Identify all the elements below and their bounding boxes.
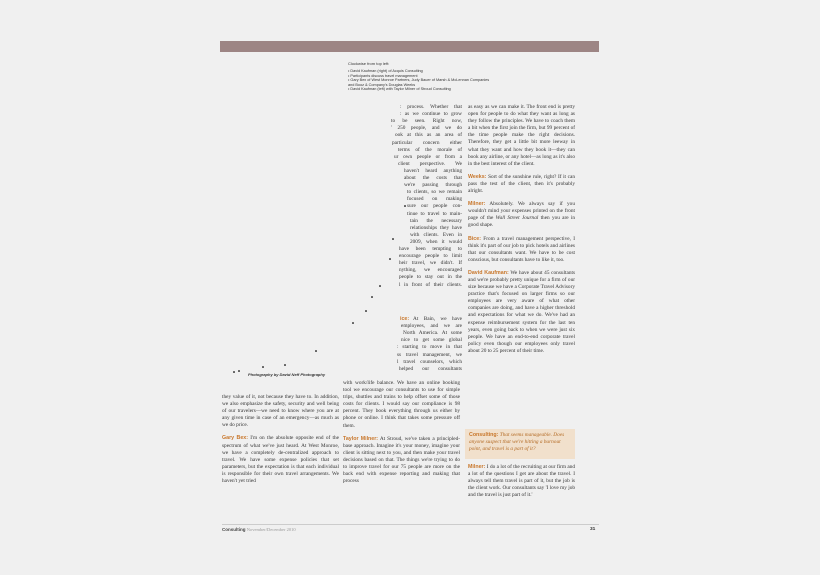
callout-box [465, 429, 575, 459]
italic-text: Wall Street Journal [495, 215, 539, 222]
paragraph-text: At Stroud, we've taken a principled-base approach. Imagine it's your money, imagine your client is sitting next to you, and then make your travel decisions based on that. The things we're trying to do to improve travel for our 75 people are more on the back end with expense reporting and making that process [343, 435, 460, 485]
clipped-text-line: ook at this as an area of [395, 132, 462, 139]
clipped-text-line: with clients. Even in [410, 231, 462, 238]
clipped-text-line: to be seen. Right now, [391, 118, 462, 125]
clipped-text-line: : as we continue to grow [400, 111, 462, 118]
footer-magazine [222, 527, 296, 532]
clipped-text-line: 2009, when it would [410, 238, 462, 245]
clipped-text-line: focused on making [407, 196, 462, 203]
paragraph-text: We have about 45 consultants and we're probably pretty unique for a firm of our size because we have a Corporate Travel Advisory practice that's focused on larger firms so our employees are very aware of what other companies are doing, and have a higher threshold and expectations for what we do. We've had an expense reimbursement system for the last ten years, even going back to when we were just six people. We have an end-to-end corporate travel policy even though our employees only travel about 20 to 25 percent of their time. [468, 269, 576, 354]
clipped-text-line: : process. Whether that [400, 104, 462, 110]
photo-caption-list [348, 69, 489, 92]
dot-artifact [392, 238, 394, 240]
speaker-name: Milner: [468, 464, 486, 470]
caption-item: and Booz & Company's Douglas Weeks [348, 82, 416, 87]
photo-caption-heading: Clockwise from top left: [348, 61, 390, 66]
clipped-text-line: terms of the morale of [398, 146, 462, 153]
clipped-text-line: : starting to move in that [397, 344, 462, 351]
clipped-text-line: have been tempting to [399, 246, 462, 252]
clipped-text-line: client perspective. We [398, 160, 462, 167]
speaker-name: David Kaufman: [468, 269, 509, 276]
dot-artifact [371, 296, 373, 298]
clipped-text-line: heir travel, we didn't. If [399, 260, 462, 267]
caption-item: • David Kaufman (right) of Acquis Consulting [348, 69, 423, 73]
clipped-text-line: l in front of their clients. [399, 281, 462, 288]
clipped-text-line: ss travel management, we [397, 351, 462, 358]
clipped-text-line: tain the necessary [410, 217, 462, 224]
paragraph [343, 436, 460, 486]
paragraph-text: I'm on the absolute opposite end of the spectrum of what we've just heard. At West Monroe, we have a completely de-centralized approach to travel. We have some expense policies that set parameters, but the expectation is that each individual is responsible for their own travel arrangements. We haven't yet tried [222, 435, 339, 485]
column-3 [468, 104, 575, 361]
paragraph-text: From a travel management perspective, I think it's part of our job to pick hotels and airlines that our consultants want. We have to be cost conscious, but consultants have to like it, too. [468, 235, 576, 263]
clipped-text-line: encourage people to limit [399, 253, 462, 260]
dot-artifact [404, 205, 406, 207]
speaker-name: Consulting: [469, 432, 499, 438]
callout-question: That seems manageable. Does anyone suspect that we're hitting a burnout point, and travel is a part of it? [469, 432, 565, 453]
dot-artifact [238, 370, 240, 372]
paragraph-text: Absolutely. We always say if you wouldn't mind your expenses printed on the front page of the [468, 201, 575, 222]
clipped-text-line: people to stay out in the [399, 274, 462, 281]
clipped-text-line: about the costs that [404, 175, 462, 181]
paragraph [222, 435, 339, 485]
paragraph [468, 201, 575, 229]
dot-artifact [352, 322, 354, 324]
caption-item: • Gary Bex of West Monroe Partners, Judy Bauer of Marsh & McLennan Companies [348, 78, 490, 83]
magazine-name: Consulting [222, 527, 246, 532]
clipped-text-line: l travel counselors, which [397, 358, 462, 365]
clipped-text-line: employees, and we are [401, 323, 462, 330]
column-3-end [468, 464, 575, 505]
speaker-name: Bice: [468, 235, 481, 242]
paragraph: with work/life balance. We have an online booking tool we encourage our consultants to use for simple trips, shuttles and trains to help offset some of those costs for clients. I would say our compliance is 98 percent. They book everything through us either by phone or online. I think that takes some pressure off them. [343, 380, 460, 429]
speaker-name: Gary Bex: [222, 435, 248, 442]
photo-credit: Photography by David Neff Photography [248, 372, 326, 377]
dot-artifact [284, 364, 286, 366]
header-color-bar [220, 41, 599, 52]
dot-artifact [365, 310, 367, 312]
caption-item: • David Kaufman (left) with Taylor Milner of Stroud Consulting [348, 87, 451, 92]
clipped-text-line: relationships they have [410, 224, 462, 231]
paragraph-text: then you are in good shape. [468, 215, 575, 229]
caption-item: • Participants discuss travel management [348, 73, 418, 78]
column-1 [222, 394, 339, 491]
clipped-text-line: helped our consultants [399, 365, 462, 372]
clipped-text-line: to clients, so we remain [407, 189, 462, 196]
dot-artifact [233, 371, 235, 373]
paragraph-text: Sort of the sunshine rule, right? If it can pass the test of the client, then it's probably alright. [468, 173, 575, 195]
clipped-text-line: tinue to travel to main- [407, 210, 462, 217]
clipped-text-line: haven't heard anything [404, 167, 462, 174]
dot-artifact [315, 350, 317, 352]
clipped-text-line: sure our people con- [407, 203, 462, 210]
clipped-text-line: particular concern either [392, 139, 462, 146]
speaker-name: Milner: [468, 201, 486, 208]
paragraph-text: I do a lot of the recruiting at our firm and a lot of the questions I get are about the travel. I always tell them travel is part of it, but the job is the client work. Our consultants say 'I love my job and the travel is just part of it.' [468, 464, 576, 499]
paragraph [468, 236, 575, 264]
issue-date: November/December 2010 [246, 527, 296, 532]
paragraph: they value of it, not because they have to. In addition, we also emphasize the safety, security and well being of our travelers—we need to know where you are at any given time in case of an emergency—as much as we do price. [222, 394, 339, 429]
speaker-name: ice: [400, 316, 410, 322]
clipped-text-line: ' 250 people, and we do [391, 125, 462, 132]
paragraph: as easy as we can make it. The front end is pretty open for people to do what they want as long as they follow the principles. We have to coach them a bit when the first join the firm, but 99 percent of the time people make the right decisions. Therefore, they get a little bit more leeway in what they want and how they book it—they can book any airline, or any hotel—as long as it's also in the best interest of the client. [468, 104, 575, 167]
clipped-text-line: we're passing through [404, 182, 462, 189]
dot-artifact [389, 258, 391, 260]
clipped-text-line: nything, we encouraged [399, 267, 462, 274]
clipped-text-line: ur own people or from a [394, 153, 462, 160]
clipped-text-line: North America. At some [403, 330, 462, 337]
clipped-text-line: nice to get some global [401, 337, 462, 344]
clipped-text-line: At Bain, we have [413, 316, 462, 322]
dot-artifact [262, 366, 264, 368]
paragraph [468, 270, 575, 355]
speaker-name: Taylor Milner: [343, 435, 379, 442]
footer-rule [222, 524, 599, 525]
column-2-tail [343, 380, 460, 491]
paragraph [468, 464, 575, 499]
paragraph [468, 174, 575, 195]
dot-artifact [379, 285, 381, 287]
speaker-name: Weeks: [468, 173, 487, 180]
page-number: 31 [590, 527, 596, 532]
